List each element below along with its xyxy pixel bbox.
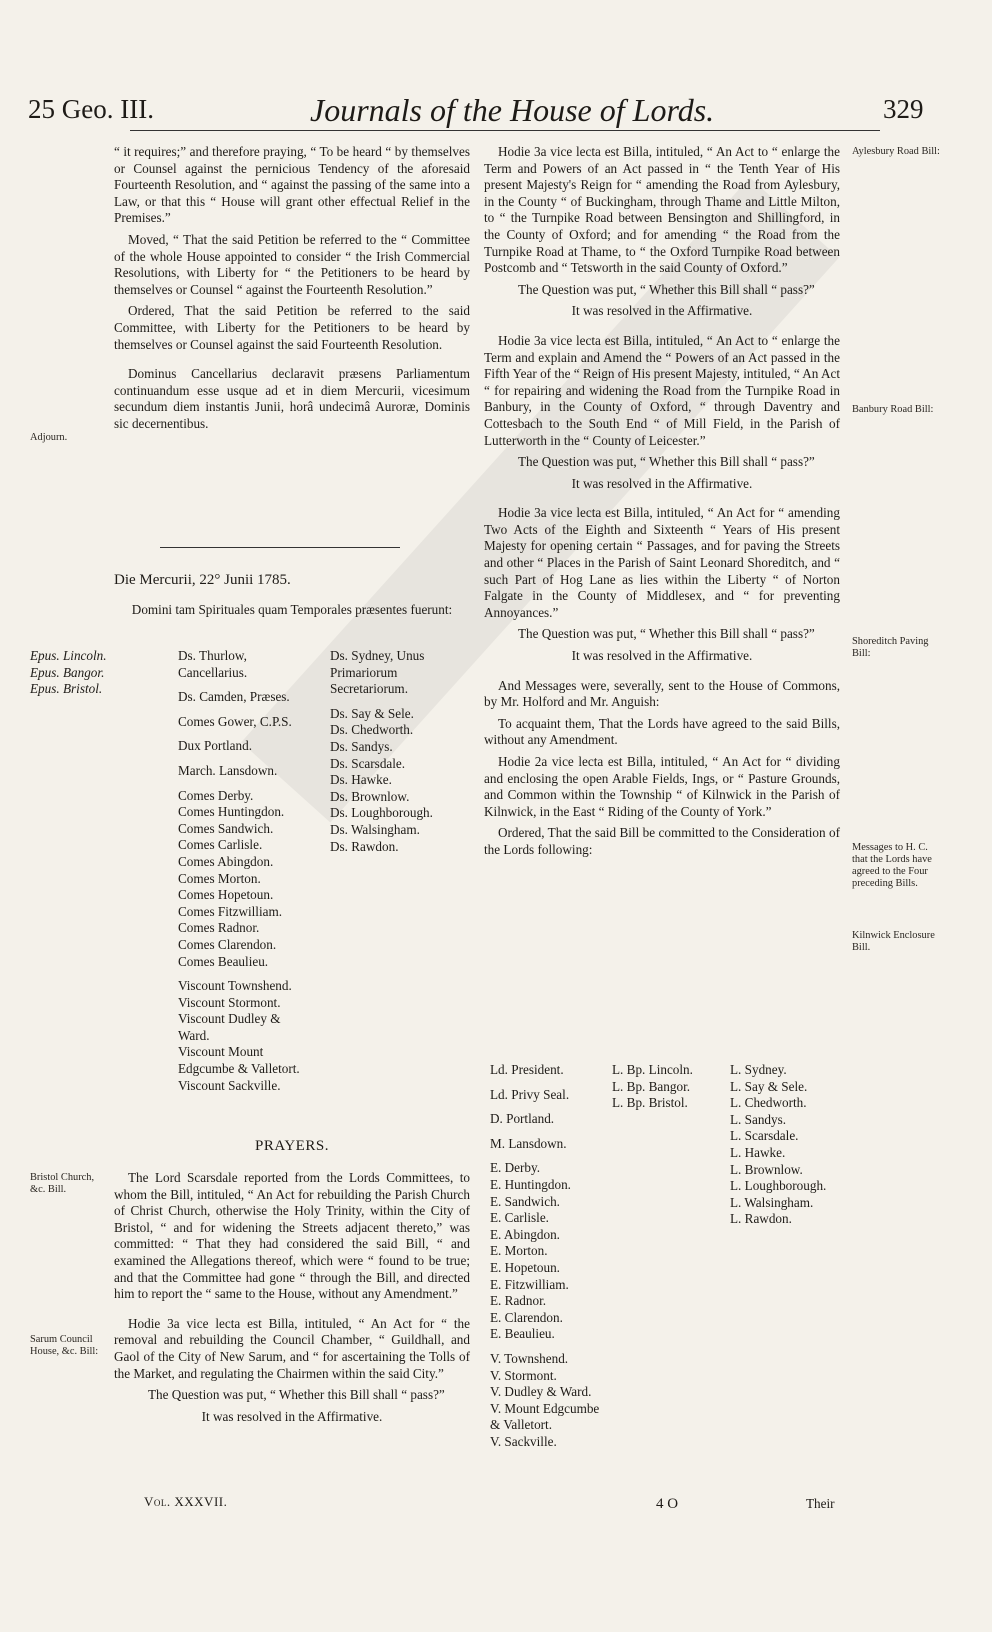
left-paragraph-moved: Moved, “ That the said Petition be referred to the “ Committee of the whole House appointed to consider “ the Irish Commercial Resolutions, with Liberty for “ the Petitioners to be heard by themselves or Counsel “ against the Fourteenth Resolution.”: [114, 231, 470, 297]
right-paragraph-acquaint: To acquaint them, That the Lords have agreed to the said Bills, without any Amendment.: [484, 715, 840, 748]
lord-entry: Ds. Loughborough.: [330, 805, 433, 821]
margin-note-messages: Messages to H. C. that the Lords have agreed to the Four preceding Bills.: [852, 842, 932, 889]
committee-entry: L. Bp. Bristol.: [612, 1095, 688, 1111]
committee-entry: E. Sandwich.: [490, 1193, 560, 1209]
prayers-heading: PRAYERS.: [255, 1138, 329, 1154]
header-regnal-year: 25 Geo. III.: [28, 94, 154, 124]
lord-entry: Ds. Scarsdale.: [330, 755, 406, 771]
lord-entry: Comes Huntingdon.: [178, 804, 285, 820]
committee-entry: L. Scarsdale.: [730, 1128, 799, 1144]
signature-mark: 4 O: [656, 1496, 679, 1512]
bishops-list: [30, 648, 107, 698]
left-paragraph-petition: “ it requires;” and therefore praying, “ To be heard “ by themselves or Counsel against the pernicious Tendency of the aforesaid Fourteenth Resolution, and “ against the passing of the same into a Law, or that this “ House will grant other effectual Relief in the Premises.”: [114, 144, 470, 226]
committee-entry: D. Portland.: [490, 1111, 555, 1127]
lord-entry: Viscount Sackville.: [178, 1077, 281, 1093]
committee-col2: [612, 1062, 693, 1112]
lord-entry: Ds. Camden, Præses.: [178, 689, 290, 705]
committee-entry: E. Hopetoun.: [490, 1259, 560, 1275]
committee-entry: E. Clarendon.: [490, 1309, 563, 1325]
committee-entry: V. Dudley & Ward.: [490, 1384, 592, 1400]
lord-entry: Ds. Sandys.: [330, 738, 393, 754]
lord-entry: Viscount Townshend.: [178, 978, 292, 994]
bishop-entry: Epus. Bangor.: [30, 664, 105, 680]
lord-entry: Comes Sandwich.: [178, 820, 274, 836]
committee-entry: V. Stormont.: [490, 1367, 557, 1383]
left-paragraph-sarum: Hodie 3a vice lecta est Billa, intituled, “ An Act for “ the removal and rebuilding the Council Chamber, “ Guildhall, and Gaol of the City of New Sarum, and “ for ascertaining the Tolls of the Market, and regulating the Chairmen within the said City.”: [114, 1315, 470, 1381]
bishop-entry: Epus. Lincoln.: [30, 648, 107, 663]
catchword: Their: [806, 1496, 835, 1511]
right-paragraph-ordered: Ordered, That the said Bill be committed to the Consideration of the Lords following:: [484, 825, 840, 857]
margin-note-adjourn: Adjourn.: [30, 432, 68, 443]
lords-present-col2: [330, 648, 470, 855]
lord-entry: Ds. Thurlow, Cancellarius.: [178, 648, 248, 680]
right-resolution: It was resolved in the Affirmative.: [571, 303, 753, 319]
session-date: Die Mercurii, 22° Junii 1785.: [114, 572, 291, 588]
committee-entry: L. Bp. Bangor.: [612, 1078, 691, 1094]
committee-entry: E. Derby.: [490, 1160, 541, 1176]
lord-entry: Comes Beaulieu.: [178, 953, 269, 969]
lord-entry: Ds. Walsingham.: [330, 821, 420, 837]
lord-entry: Dux Portland.: [178, 738, 252, 754]
right-paragraph-banbury: Hodie 3a vice lecta est Billa, intituled, “ An Act to “ enlarge the Term and explain and Amend the “ Powers of an Act passed in the Fifth Year of the “ Reign of His present Majesty, intituled, “ An Act “ for repairing and widening the Road from the Turnpike Road in Banbury, in the County of Oxford, “ through Daventry and Cottesbach to the South End “ of Mill Field, in the Parish of Lutterworth in the “ County of Leicester.”: [484, 332, 840, 448]
lord-entry: Comes Hopetoun.: [178, 887, 274, 903]
committee-entry: E. Morton.: [490, 1243, 548, 1259]
margin-note-shoreditch: Shoreditch Paving Bill:: [852, 636, 929, 659]
committee-entry: V. Sackville.: [490, 1433, 557, 1449]
committee-entry: L. Say & Sele.: [730, 1078, 808, 1094]
lord-entry: Comes Morton.: [178, 870, 261, 886]
committee-entry: Ld. President.: [490, 1062, 564, 1077]
right-question: The Question was put, “ Whether this Bill shall “ pass?”: [518, 281, 815, 297]
lord-entry: Ds. Sydney, Unus Primariorum Secretariorum.: [330, 648, 425, 697]
committee-entry: E. Radnor.: [490, 1293, 547, 1309]
volume-footer: Vol. XXXVII.: [144, 1494, 228, 1509]
left-paragraph-ordered: Ordered, That the said Petition be referred to the said Committee, with Liberty for the Petitioners to be heard by themselves or Counsel against the said Fourteenth Resolution.: [114, 303, 470, 352]
lord-entry: Ds. Brownlow.: [330, 788, 410, 804]
committee-entry: L. Bp. Lincoln.: [612, 1062, 693, 1077]
committee-entry: L. Hawke.: [730, 1144, 786, 1160]
committee-entry: E. Huntingdon.: [490, 1176, 571, 1192]
committee-entry: L. Walsingham.: [730, 1194, 814, 1210]
right-question: The Question was put, “ Whether this Bill shall “ pass?”: [518, 454, 815, 470]
lord-entry: Comes Derby.: [178, 787, 254, 803]
bishop-entry: Epus. Bristol.: [30, 681, 103, 697]
committee-entry: V. Mount Edgcumbe & Valletort.: [490, 1400, 600, 1433]
committee-entry: L. Rawdon.: [730, 1211, 792, 1227]
lord-entry: Ds. Say & Sele.: [330, 705, 414, 721]
left-question: The Question was put, “ Whether this Bill shall “ pass?”: [148, 1387, 445, 1403]
lord-entry: Comes Radnor.: [178, 920, 260, 936]
left-column: [114, 144, 470, 438]
right-resolution: It was resolved in the Affirmative.: [571, 475, 753, 491]
committee-entry: Ld. Privy Seal.: [490, 1086, 570, 1102]
lord-entry: Ds. Chedworth.: [330, 722, 414, 738]
page-title: Journals of the House of Lords.: [310, 92, 715, 128]
left-column-lower: [114, 1170, 470, 1430]
lord-entry: Comes Abingdon.: [178, 853, 274, 869]
margin-note-bristol: Bristol Church, &c. Bill.: [30, 1172, 95, 1195]
left-paragraph-bristol-report: The Lord Scarsdale reported from the Lords Committees, to whom the Bill, intituled, “ An Act for rebuilding the Parish Church of Christ Church, otherwise the Holy Trinity, within the City of Bristol, “ and for widening the Streets adjacent thereto,” was committed: “ That they had considered the said Bill, “ and examined the Allegations thereof, which were “ found to be true; and that the Committee had gone “ through the Bill, and directed him to report the “ same to the House, without any Amendment.”: [114, 1170, 470, 1302]
lord-entry: Comes Clarendon.: [178, 936, 277, 952]
right-paragraph-messages: And Messages were, severally, sent to the House of Commons, by Mr. Holford and Mr. Anguish:: [484, 677, 840, 710]
committee-entry: E. Fitzwilliam.: [490, 1276, 569, 1292]
committee-entry: M. Lansdown.: [490, 1135, 567, 1151]
lord-entry: Ds. Hawke.: [330, 772, 392, 788]
committee-entry: V. Townshend.: [490, 1350, 569, 1366]
lords-present-col1: [178, 648, 314, 1094]
lord-entry: Comes Gower, C.P.S.: [178, 713, 292, 729]
margin-note-kilnwick: Kilnwick Enclosure Bill.: [852, 930, 935, 953]
right-question: The Question was put, “ Whether this Bill shall “ pass?”: [518, 626, 815, 642]
lord-entry: Viscount Stormont.: [178, 994, 281, 1010]
margin-note-sarum: Sarum Council House, &c. Bill:: [30, 1334, 99, 1357]
page-number: 329: [883, 94, 924, 124]
committee-entry: E. Beaulieu.: [490, 1326, 555, 1342]
margin-note-aylesbury: Aylesbury Road Bill:: [852, 146, 940, 157]
committee-entry: E. Carlisle.: [490, 1210, 549, 1226]
lord-entry: Comes Carlisle.: [178, 837, 263, 853]
right-column: [484, 144, 840, 864]
header-rule: [130, 130, 880, 131]
lord-entry: Comes Fitzwilliam.: [178, 903, 283, 919]
left-paragraph-adjourn: Dominus Cancellarius declaravit præsens Parliamentum continuandum esse usque ad et in diem Mercurii, vicesimum secundum diem instantis Junii, horâ undecimâ Auroræ, Dominis sic decernentibus.: [114, 366, 470, 431]
right-paragraph-aylesbury: Hodie 3a vice lecta est Billa, intituled, “ An Act to “ enlarge the Term and Powers of an Act passed in “ the Tenth Year of His present Majesty's Reign for “ amending the Road from Aylesbury, in the County “ of Buckingham, through Thame and Little Milton, to “ the Turnpike Road between Bensington and Shillingford, in the County of Oxford; and for amending “ the Road from the Turnpike Road at Thame, to “ the Oxford Turnpike Road between Postcomb and “ Tetsworth in the said County of Oxford.”: [484, 144, 840, 276]
committee-entry: L. Sydney.: [730, 1062, 787, 1077]
committee-col3: [730, 1062, 826, 1228]
committee-entry: L. Brownlow.: [730, 1161, 803, 1177]
committee-entry: L. Chedworth.: [730, 1095, 807, 1111]
lord-entry: Viscount Dudley & Ward.: [178, 1011, 281, 1043]
margin-note-banbury: Banbury Road Bill:: [852, 404, 934, 415]
right-paragraph-kilnwick: Hodie 2a vice lecta est Billa, intituled, “ An Act for “ dividing and enclosing the open Arable Fields, Ings, or “ Pasture Grounds, and Common within the Township “ of Kilnwick in the Parish of Kilnwick, in the East “ Riding of the County of York.”: [484, 754, 840, 819]
committee-col1: [490, 1062, 600, 1450]
lord-entry: Viscount Mount Edgcumbe & Valletort.: [178, 1044, 300, 1077]
committee-entry: L. Loughborough.: [730, 1178, 827, 1194]
right-resolution: It was resolved in the Affirmative.: [571, 648, 753, 664]
section-rule: [160, 547, 400, 548]
right-paragraph-shoreditch: Hodie 3a vice lecta est Billa, intituled, “ An Act for “ amending Two Acts of the Eighth and Sixteenth “ Years of His present Majesty for opening certain “ Passages, and for paving the Streets and other “ Places in the Parish of Saint Leonard Shoreditch, and “ such Part of Hog Lane as lies within the Liberty “ of Norton Falgate in the County of Middlesex, and “ for preventing Annoyances.”: [484, 505, 840, 620]
committee-entry: L. Sandys.: [730, 1111, 787, 1127]
lord-entry: March. Lansdown.: [178, 762, 278, 778]
present-heading: Domini tam Spirituales quam Temporales præsentes fuerunt:: [131, 602, 453, 617]
lord-entry: Ds. Rawdon.: [330, 838, 399, 854]
left-resolution: It was resolved in the Affirmative.: [201, 1408, 383, 1424]
committee-entry: E. Abingdon.: [490, 1226, 560, 1242]
